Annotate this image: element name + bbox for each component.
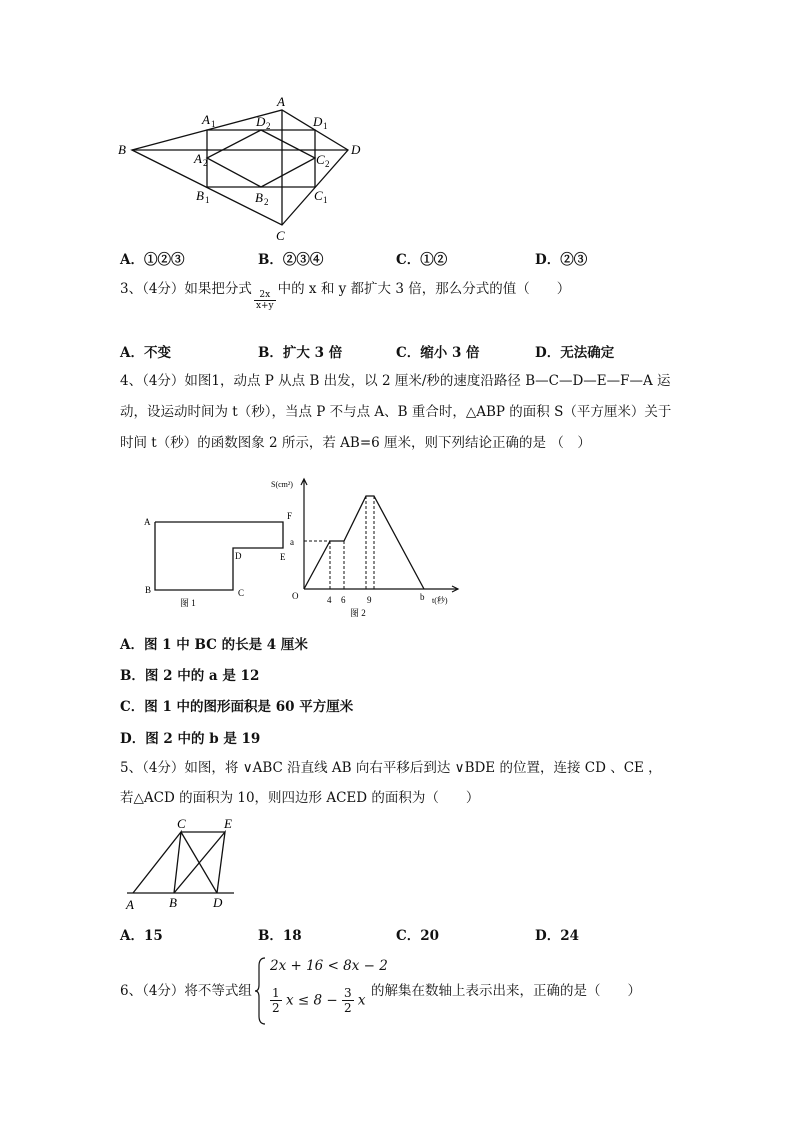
label-a1 xyxy=(201,112,216,129)
q4-figure-2 xyxy=(270,475,465,620)
q4-fig1-label-a: A xyxy=(144,517,151,527)
q3-question xyxy=(120,279,571,311)
q4-origin: O xyxy=(292,591,299,601)
q3-option-c[interactable]: C．缩小 3 倍 xyxy=(396,345,480,361)
q4-fig1-label-d: D xyxy=(235,551,242,561)
q4-option-d[interactable]: D．图 2 中的 b 是 19 xyxy=(120,731,261,747)
q4-tick-4: 4 xyxy=(327,595,332,605)
q5-option-b[interactable]: B．18 xyxy=(258,928,302,944)
q6-prefix: 6、（4分）将不等式组 xyxy=(120,983,252,999)
q6-inequality-2: $\frac{1}{2}$ x ≤ 8 − $\frac{3}{2}$ x xyxy=(272,986,366,1015)
svg-text:2: 2 xyxy=(264,197,269,207)
q4-fig1-label-c: C xyxy=(238,588,245,598)
svg-text:B: B xyxy=(255,190,263,205)
label-b2 xyxy=(255,190,269,207)
q3-option-b[interactable]: B．扩大 3 倍 xyxy=(258,345,343,361)
midpoint-rectangle xyxy=(207,130,315,187)
q5-option-d[interactable]: D．24 xyxy=(535,928,579,944)
q5-line-2: 若△ACD 的面积为 10，则四边形 ACED 的面积为（ ） xyxy=(120,790,480,806)
svg-text:1: 1 xyxy=(211,119,216,129)
q5-label-b: B xyxy=(169,895,177,910)
q2-option-a[interactable]: A．①②③ xyxy=(120,252,185,268)
q4-tick-9: 9 xyxy=(367,595,372,605)
q4-fig1-label-b: B xyxy=(145,585,152,595)
q5-label-a: A xyxy=(126,897,134,912)
svg-text:A: A xyxy=(202,112,210,127)
label-d: D xyxy=(351,142,361,157)
q3-suffix: 中的 x 和 y 都扩大 3 倍，那么分式的值（ ） xyxy=(277,281,571,297)
q3-fraction: $\frac{2x}{x+y}$ xyxy=(255,290,274,311)
q2-option-c[interactable]: C．①② xyxy=(396,252,448,268)
label-c1 xyxy=(314,188,328,205)
q4-b-label: b xyxy=(420,592,425,602)
q4-fig2-caption: 图 2 xyxy=(350,608,366,618)
q4-fig1-label-f: F xyxy=(287,511,293,521)
q4-fig1-path xyxy=(155,522,283,590)
q4-option-a[interactable]: A．图 1 中 BC 的长是 4 厘米 xyxy=(120,637,308,653)
q2-option-d[interactable]: D．②③ xyxy=(535,252,588,268)
svg-text:1: 1 xyxy=(323,121,328,131)
q5-option-c[interactable]: C．20 xyxy=(396,928,440,944)
q6-suffix: 的解集在数轴上表示出来，正确的是（ ） xyxy=(371,983,641,999)
q2-figure xyxy=(110,92,370,244)
q6-inequality-1: 2x + 16 < 8x − 2 xyxy=(270,958,388,974)
q2-option-b[interactable]: B．②③④ xyxy=(258,252,324,268)
svg-text:A: A xyxy=(194,151,202,166)
q3-option-d[interactable]: D．无法确定 xyxy=(535,345,615,361)
q5-triangle-abc xyxy=(133,832,181,893)
q4-line-2: 动，设运动时间为 t（秒），当点 P 不与点 A、B 重合时，△ABP 的面积 S（平方厘米）关于 xyxy=(120,404,672,420)
svg-text:1: 1 xyxy=(323,195,328,205)
svg-text:C: C xyxy=(314,188,323,203)
label-b1 xyxy=(196,188,210,205)
q5-figure xyxy=(122,815,240,913)
q5-label-c: C xyxy=(177,816,186,831)
q5-segment-cd xyxy=(181,832,217,893)
q4-line-1: 4、（4分）如图1，动点 P 从点 B 出发，以 2 厘米/秒的速度沿路径 B—C—D—E—F—A 运 xyxy=(120,373,671,389)
q5-label-e: E xyxy=(224,816,232,831)
q4-function-graph xyxy=(304,496,424,589)
label-c2 xyxy=(316,152,330,169)
label-b: B xyxy=(118,142,126,157)
label-c: C xyxy=(276,228,285,243)
q5-label-d: D xyxy=(213,895,223,910)
svg-text:D: D xyxy=(313,114,323,129)
q4-a-label: a xyxy=(290,537,294,547)
label-a2 xyxy=(193,151,208,168)
q4-line-3: 时间 t（秒）的函数图象 2 所示，若 AB=6 厘米，则下列结论正确的是 （ ） xyxy=(120,435,591,451)
q4-ylabel: S(cm²) xyxy=(271,480,293,489)
q3-option-a[interactable]: A．不变 xyxy=(120,345,171,361)
q4-xlabel: t(秒) xyxy=(432,596,448,605)
q6-system-brace xyxy=(255,956,267,1026)
svg-text:D: D xyxy=(256,114,266,129)
svg-text:1: 1 xyxy=(205,195,210,205)
q4-option-b[interactable]: B．图 2 中的 a 是 12 xyxy=(120,668,260,684)
svg-text:B: B xyxy=(196,188,204,203)
inner-rhombus xyxy=(207,130,315,187)
q5-line-1: 5、（4分）如图，将 ∨ABC 沿直线 AB 向右平移后到达 ∨BDE 的位置，连接 CD 、CE ， xyxy=(120,760,662,776)
svg-text:2: 2 xyxy=(203,158,208,168)
label-d1 xyxy=(312,114,328,131)
svg-text:2: 2 xyxy=(325,159,330,169)
svg-text:2: 2 xyxy=(266,121,271,131)
svg-text:C: C xyxy=(316,152,325,167)
q4-option-c[interactable]: C．图 1 中的图形面积是 60 平方厘米 xyxy=(120,699,354,715)
q4-fig1-caption: 图 1 xyxy=(180,598,196,608)
label-d2 xyxy=(255,114,271,131)
q3-prefix: 3、（4分）如果把分式 xyxy=(120,281,252,297)
q5-option-a[interactable]: A．15 xyxy=(120,928,163,944)
q4-fig1-label-e: E xyxy=(280,552,286,562)
q4-tick-6: 6 xyxy=(341,595,346,605)
label-a: A xyxy=(277,94,285,109)
